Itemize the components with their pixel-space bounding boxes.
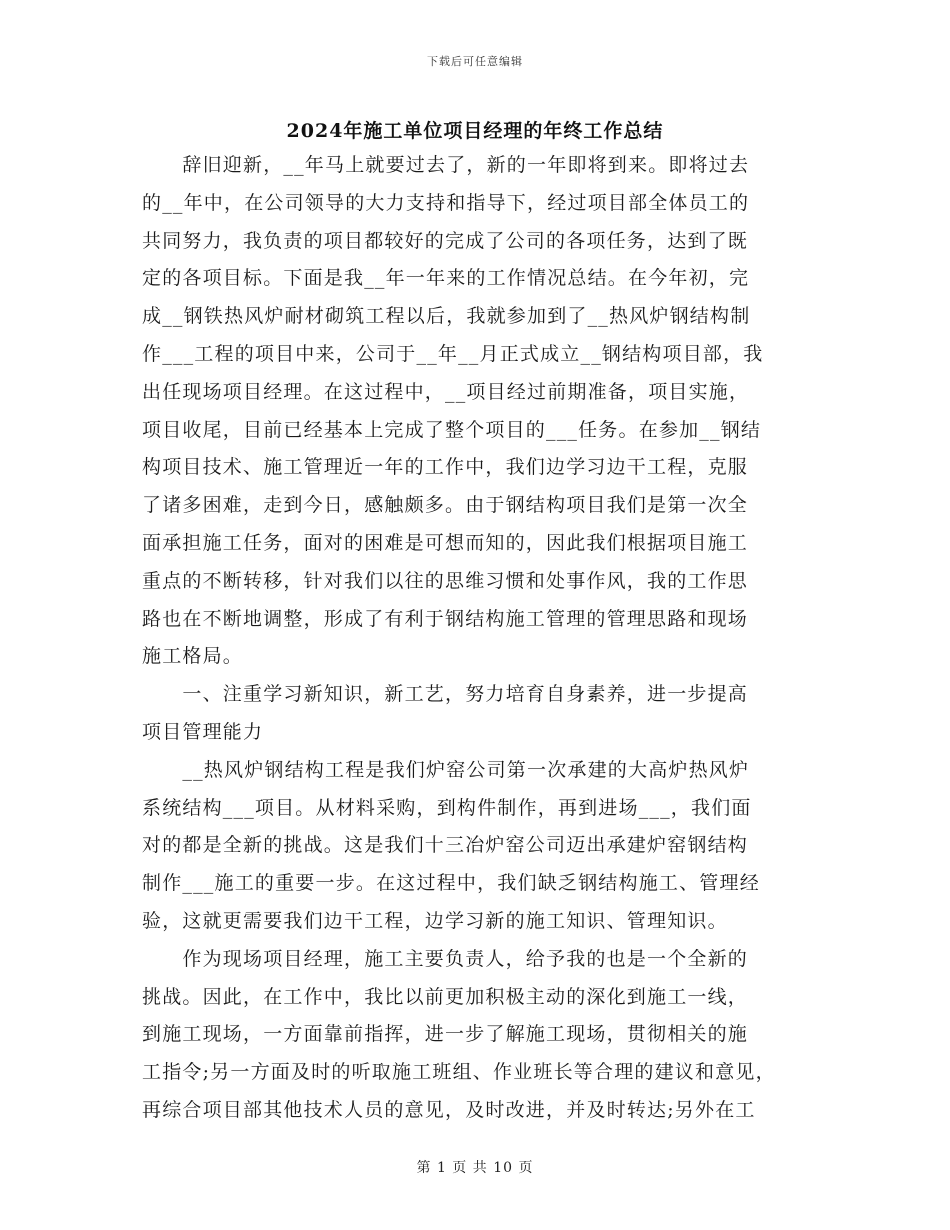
body-line: 施工格局。 xyxy=(142,645,244,668)
document-title: 2024年施工单位项目经理的年终工作总结 xyxy=(286,120,664,142)
body-line: 路也在不断地调整，形成了有利于钢结构施工管理的管理思路和现场 xyxy=(142,607,749,630)
body-line: 重点的不断转移，针对我们以往的思维习惯和处事作风，我的工作思 xyxy=(142,569,749,592)
body-line: 共同努力，我负责的项目都较好的完成了公司的各项任务，达到了既 xyxy=(142,229,749,252)
body-line: 出任现场项目经理。在这过程中，__项目经过前期准备，项目实施， xyxy=(142,380,750,403)
body-line: 挑战。因此，在工作中，我比以前更加积极主动的深化到施工一线， xyxy=(142,985,749,1008)
body-line: 成__钢铁热风炉耐材砌筑工程以后，我就参加到了__热风炉钢结构制 xyxy=(142,305,751,328)
body-line: 项目收尾，目前已经基本上完成了整个项目的___任务。在参加__钢结 xyxy=(142,418,762,441)
section-heading: 项目管理能力 xyxy=(142,720,264,743)
body-line: 了诸多困难，走到今日，感触颇多。由于钢结构项目我们是第一次全 xyxy=(142,494,749,517)
page-number: 第 1 页 共 10 页 xyxy=(416,1160,534,1176)
body-line: 作___工程的项目中来，公司于__年__月正式成立__钢结构项目部，我 xyxy=(142,342,764,365)
body-line: 到施工现场，一方面靠前指挥，进一步了解施工现场，贯彻相关的施 xyxy=(142,1023,749,1046)
body-line: 制作___施工的重要一步。在这过程中，我们缺乏钢结构施工、管理经 xyxy=(142,872,760,895)
body-line: 再综合项目部其他技术人员的意见，及时改进，并及时转达;另外在工 xyxy=(142,1098,756,1121)
header-note: 下载后可任意编辑 xyxy=(427,55,523,68)
body-line: 工指令;另一方面及时的听取施工班组、作业班长等合理的建议和意见， xyxy=(142,1061,776,1084)
body-line: 作为现场项目经理，施工主要负责人，给予我的也是一个全新的 xyxy=(142,947,749,970)
body-line: 的__年中，在公司领导的大力支持和指导下，经过项目部全体员工的 xyxy=(142,191,750,214)
body-line: __热风炉钢结构工程是我们炉窑公司第一次承建的大高炉热风炉 xyxy=(142,758,750,781)
body-line: 面承担施工任务，面对的困难是可想而知的，因此我们根据项目施工 xyxy=(142,531,749,554)
body-line: 验，这就更需要我们边干工程，边学习新的施工知识、管理知识。 xyxy=(142,909,728,932)
document-body xyxy=(142,147,814,1130)
body-line: 对的都是全新的挑战。这是我们十三冶炉窑公司迈出承建炉窑钢结构 xyxy=(142,834,749,857)
body-line: 辞旧迎新，__年马上就要过去了，新的一年即将到来。即将过去 xyxy=(142,154,750,176)
section-heading: 一、注重学习新知识，新工艺，努力培育自身素养，进一步提高 xyxy=(142,683,749,706)
body-line: 构项目技术、施工管理近一年的工作中，我们边学习边干工程，克服 xyxy=(142,456,749,479)
body-line: 系统结构___项目。从材料采购，到构件制作，再到进场___，我们面 xyxy=(142,796,752,819)
body-line: 定的各项目标。下面是我__年一年来的工作情况总结。在今年初，完 xyxy=(142,267,750,290)
